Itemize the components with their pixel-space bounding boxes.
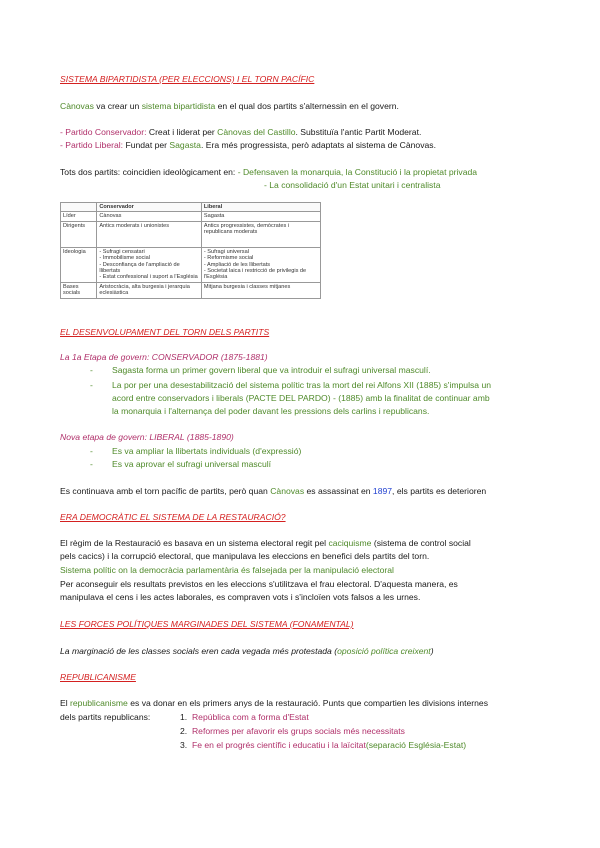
paragraph-line: dels partits republicans: bbox=[60, 712, 151, 722]
intro-paragraph: Cànovas va crear un sistema bipartidista en el qual dos partits s'alternessin en el govern. bbox=[60, 101, 399, 111]
numbered-item: 2. Reformes per afavorir els grups socials més necessitats bbox=[180, 726, 405, 736]
paragraph-line: Sistema polític on la democràcia parlamentària és falsejada per la manipulació electoral bbox=[60, 565, 394, 575]
numbered-item: 1. República com a forma d'Estat bbox=[180, 712, 309, 722]
table-row: Ideologia - Sufragi censatari - Immobilisme social - Desconfiança de l'ampliació de llibertats - Estat confessional i suport a l'Església - Sufragi universal - Reformisme social - Ampliació de les llibertats - Societat laica i restricció de privilegis de l'Església bbox=[61, 247, 321, 282]
term-canovas: Cànovas bbox=[60, 101, 94, 111]
list-item: - Es va ampliar la llibertats individuals (d'expressió) bbox=[90, 446, 302, 456]
section-title-republicanisme: REPUBLICANISME bbox=[60, 672, 136, 682]
paragraph-line: Per aconseguir els resultats previstos en les eleccions s'utilitzava el frau electoral. D'aquesta manera, es bbox=[60, 579, 458, 589]
continuava-paragraph: Es continuava amb el torn pacífic de partits, però quan Cànovas es assassinat en 1897, els partits es deterioren bbox=[60, 486, 487, 496]
paragraph-line: El règim de la Restauració es basava en un sistema electoral regit pel caciquisme (sistema de control social bbox=[60, 538, 471, 548]
section-title-torn: EL DESENVOLUPAMENT DEL TORN DELS PARTITS bbox=[60, 327, 270, 337]
tots-dos-partits-2: - La consolidació d'un Estat unitari i centralista bbox=[264, 180, 441, 190]
partido-conservador-line: - Partido Conservador: Creat i liderat per Cànovas del Castillo. Substituïa l'antic Partit Moderat. bbox=[60, 127, 422, 137]
paragraph-line: El republicanisme es va donar en els primers anys de la restauració. Punts que compartien les divisions internes bbox=[60, 698, 489, 708]
etapa-conservador-heading: La 1a Etapa de govern: CONSERVADOR (1875-1881) bbox=[60, 352, 268, 362]
table-row: Líder Cànovas Sagasta bbox=[61, 212, 321, 221]
list-item: - Es va aprovar el sufragi universal masculí bbox=[90, 459, 272, 469]
table-row: Bases socials Aristocràcia, alta burgesia i jerarquia eclesiàstica Mitjana burgesia i classes mitjanes bbox=[61, 282, 321, 298]
paragraph-line: La marginació de les classes socials eren cada vegada més protestada (oposició política creixent) bbox=[60, 646, 434, 656]
table-header-row: Conservador Liberal bbox=[61, 203, 321, 212]
section-title-forces: LES FORCES POLÍTIQUES MARGINADES DEL SISTEMA (FONAMENTAL) bbox=[60, 619, 354, 629]
list-item: - La por per una desestabilització del sistema polític tras la mort del rei Alfons XII (1885) s'impulsa un bbox=[90, 380, 491, 390]
list-item-cont: la monarquia i l'alternança del poder davant les pressions dels carlins i republicans. bbox=[112, 406, 430, 416]
paragraph-line: manipulava el cens i les actes laborales, es compraven vots i s'incloïen vots falsos a les urnes. bbox=[60, 592, 421, 602]
partido-liberal-line: - Partido Liberal: Fundat per Sagasta. Era més progressista, però adaptats al sistema de Cànovas. bbox=[60, 140, 436, 150]
list-item-cont: acord entre conservadors i liberals (PACTE DEL PARDO) - (1885) amb la finalitat de continuar amb bbox=[112, 393, 490, 403]
term-bipartidisme: sistema bipartidista bbox=[141, 101, 216, 111]
numbered-item: 3. Fe en el progrés científic i educatiu i la laïcitat(separació Església-Estat) bbox=[180, 740, 467, 750]
etapa-liberal-heading: Nova etapa de govern: LIBERAL (1885-1890) bbox=[60, 432, 234, 442]
table-row: Dirigents Antics moderats i unionistes Antics progressistes, demòcrates i republicans moderats bbox=[61, 221, 321, 247]
tots-dos-partits: Tots dos partits: coincidien ideològicament en: - Defensaven la monarquia, la Constitució i la propietat privada bbox=[60, 167, 478, 177]
list-item: - Sagasta forma un primer govern liberal que va introduir el sufragi universal masculí. bbox=[90, 365, 431, 375]
section-title-democratic: ERA DEMOCRÀTIC EL SISTEMA DE LA RESTAURACIÓ? bbox=[60, 512, 286, 522]
comparison-table bbox=[60, 202, 321, 299]
section-title-bipartidisme: SISTEMA BIPARTIDISTA (PER ELECCIONS) I EL TORN PACÍFIC bbox=[60, 74, 315, 84]
paragraph-line: pels cacics) i la corrupció electoral, que manipulava les eleccions en benefici dels partits del torn. bbox=[60, 551, 430, 561]
